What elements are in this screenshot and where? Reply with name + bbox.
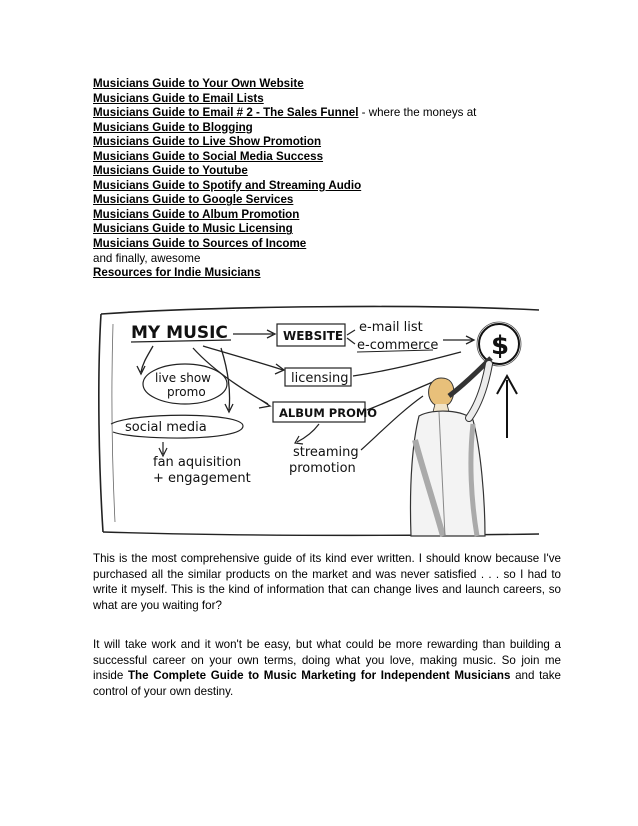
label-website: WEBSITE xyxy=(283,329,344,343)
guide-link-google[interactable]: Musicians Guide to Google Services xyxy=(93,193,294,207)
link-row xyxy=(93,266,563,281)
link-row xyxy=(93,208,563,223)
label-ecommerce: e-commerce xyxy=(357,338,439,353)
guide-link-youtube[interactable]: Musicians Guide to Youtube xyxy=(93,164,248,178)
closing-text-after: and take control of your own destiny. xyxy=(93,669,561,698)
guide-link-spotify[interactable]: Musicians Guide to Spotify and Streaming Audio xyxy=(93,178,362,192)
link-row xyxy=(93,92,563,107)
link-row xyxy=(93,164,563,179)
guide-link-sales-funnel[interactable]: Musicians Guide to Email # 2 - The Sales Funnel xyxy=(93,106,359,120)
link-row xyxy=(93,106,563,121)
music-marketing-illustration xyxy=(93,300,545,538)
dollar-icon: $ xyxy=(491,331,510,361)
link-row xyxy=(93,193,563,208)
intro-paragraph: This is the most comprehensive guide of its kind ever written. I should know because I've purchased all the similar products on the market and was never satisfied . . . so I had to write it myself. This is the kind of information that can change lives and launch careers, so what are you waiting for? xyxy=(93,552,561,612)
link-row xyxy=(93,121,563,136)
label-licensing: licensing xyxy=(291,371,349,386)
label-social-media: social media xyxy=(125,420,207,435)
guide-link-licensing[interactable]: Musicians Guide to Music Licensing xyxy=(93,222,293,236)
guide-title: The Complete Guide to Music Marketing for Independent Musicians xyxy=(127,669,511,683)
label-fan-acquisition: fan aquisition xyxy=(153,455,242,470)
label-album-promo: ALBUM PROMO xyxy=(279,406,378,420)
guide-link-income[interactable]: Musicians Guide to Sources of Income xyxy=(93,237,307,251)
sales-funnel-note: - where the moneys at xyxy=(358,106,477,120)
label-engagement: + engagement xyxy=(153,471,251,486)
label-email-list: e-mail list xyxy=(359,320,423,335)
link-row xyxy=(93,150,563,165)
label-live-show: live show xyxy=(155,371,211,385)
label-promo: promo xyxy=(167,385,206,399)
closing-text-before: It will take work and it won't be easy, but what could be more rewarding than building a successful career on your own terms, doing what you love, making music. So join me inside xyxy=(93,638,561,683)
guide-link-email-lists[interactable]: Musicians Guide to Email Lists xyxy=(93,91,264,105)
link-row xyxy=(93,77,563,92)
resources-link[interactable]: Resources for Indie Musicians xyxy=(93,266,261,280)
label-streaming: streaming xyxy=(293,445,359,460)
guide-link-social-media[interactable]: Musicians Guide to Social Media Success xyxy=(93,149,324,163)
link-row xyxy=(93,237,563,252)
guide-link-live-show[interactable]: Musicians Guide to Live Show Promotion xyxy=(93,135,322,149)
label-promotion: promotion xyxy=(289,461,356,476)
label-my-music: MY MUSIC xyxy=(131,323,228,343)
guide-link-album-promotion[interactable]: Musicians Guide to Album Promotion xyxy=(93,207,300,221)
guide-link-list xyxy=(93,77,563,281)
man-figure xyxy=(410,358,491,536)
link-row xyxy=(93,222,563,237)
finally-text: and finally, awesome xyxy=(93,251,201,265)
link-row xyxy=(93,135,563,150)
guide-link-website[interactable]: Musicians Guide to Your Own Website xyxy=(93,77,304,90)
link-row xyxy=(93,179,563,194)
closing-paragraph xyxy=(93,637,561,699)
guide-link-blogging[interactable]: Musicians Guide to Blogging xyxy=(93,120,253,134)
